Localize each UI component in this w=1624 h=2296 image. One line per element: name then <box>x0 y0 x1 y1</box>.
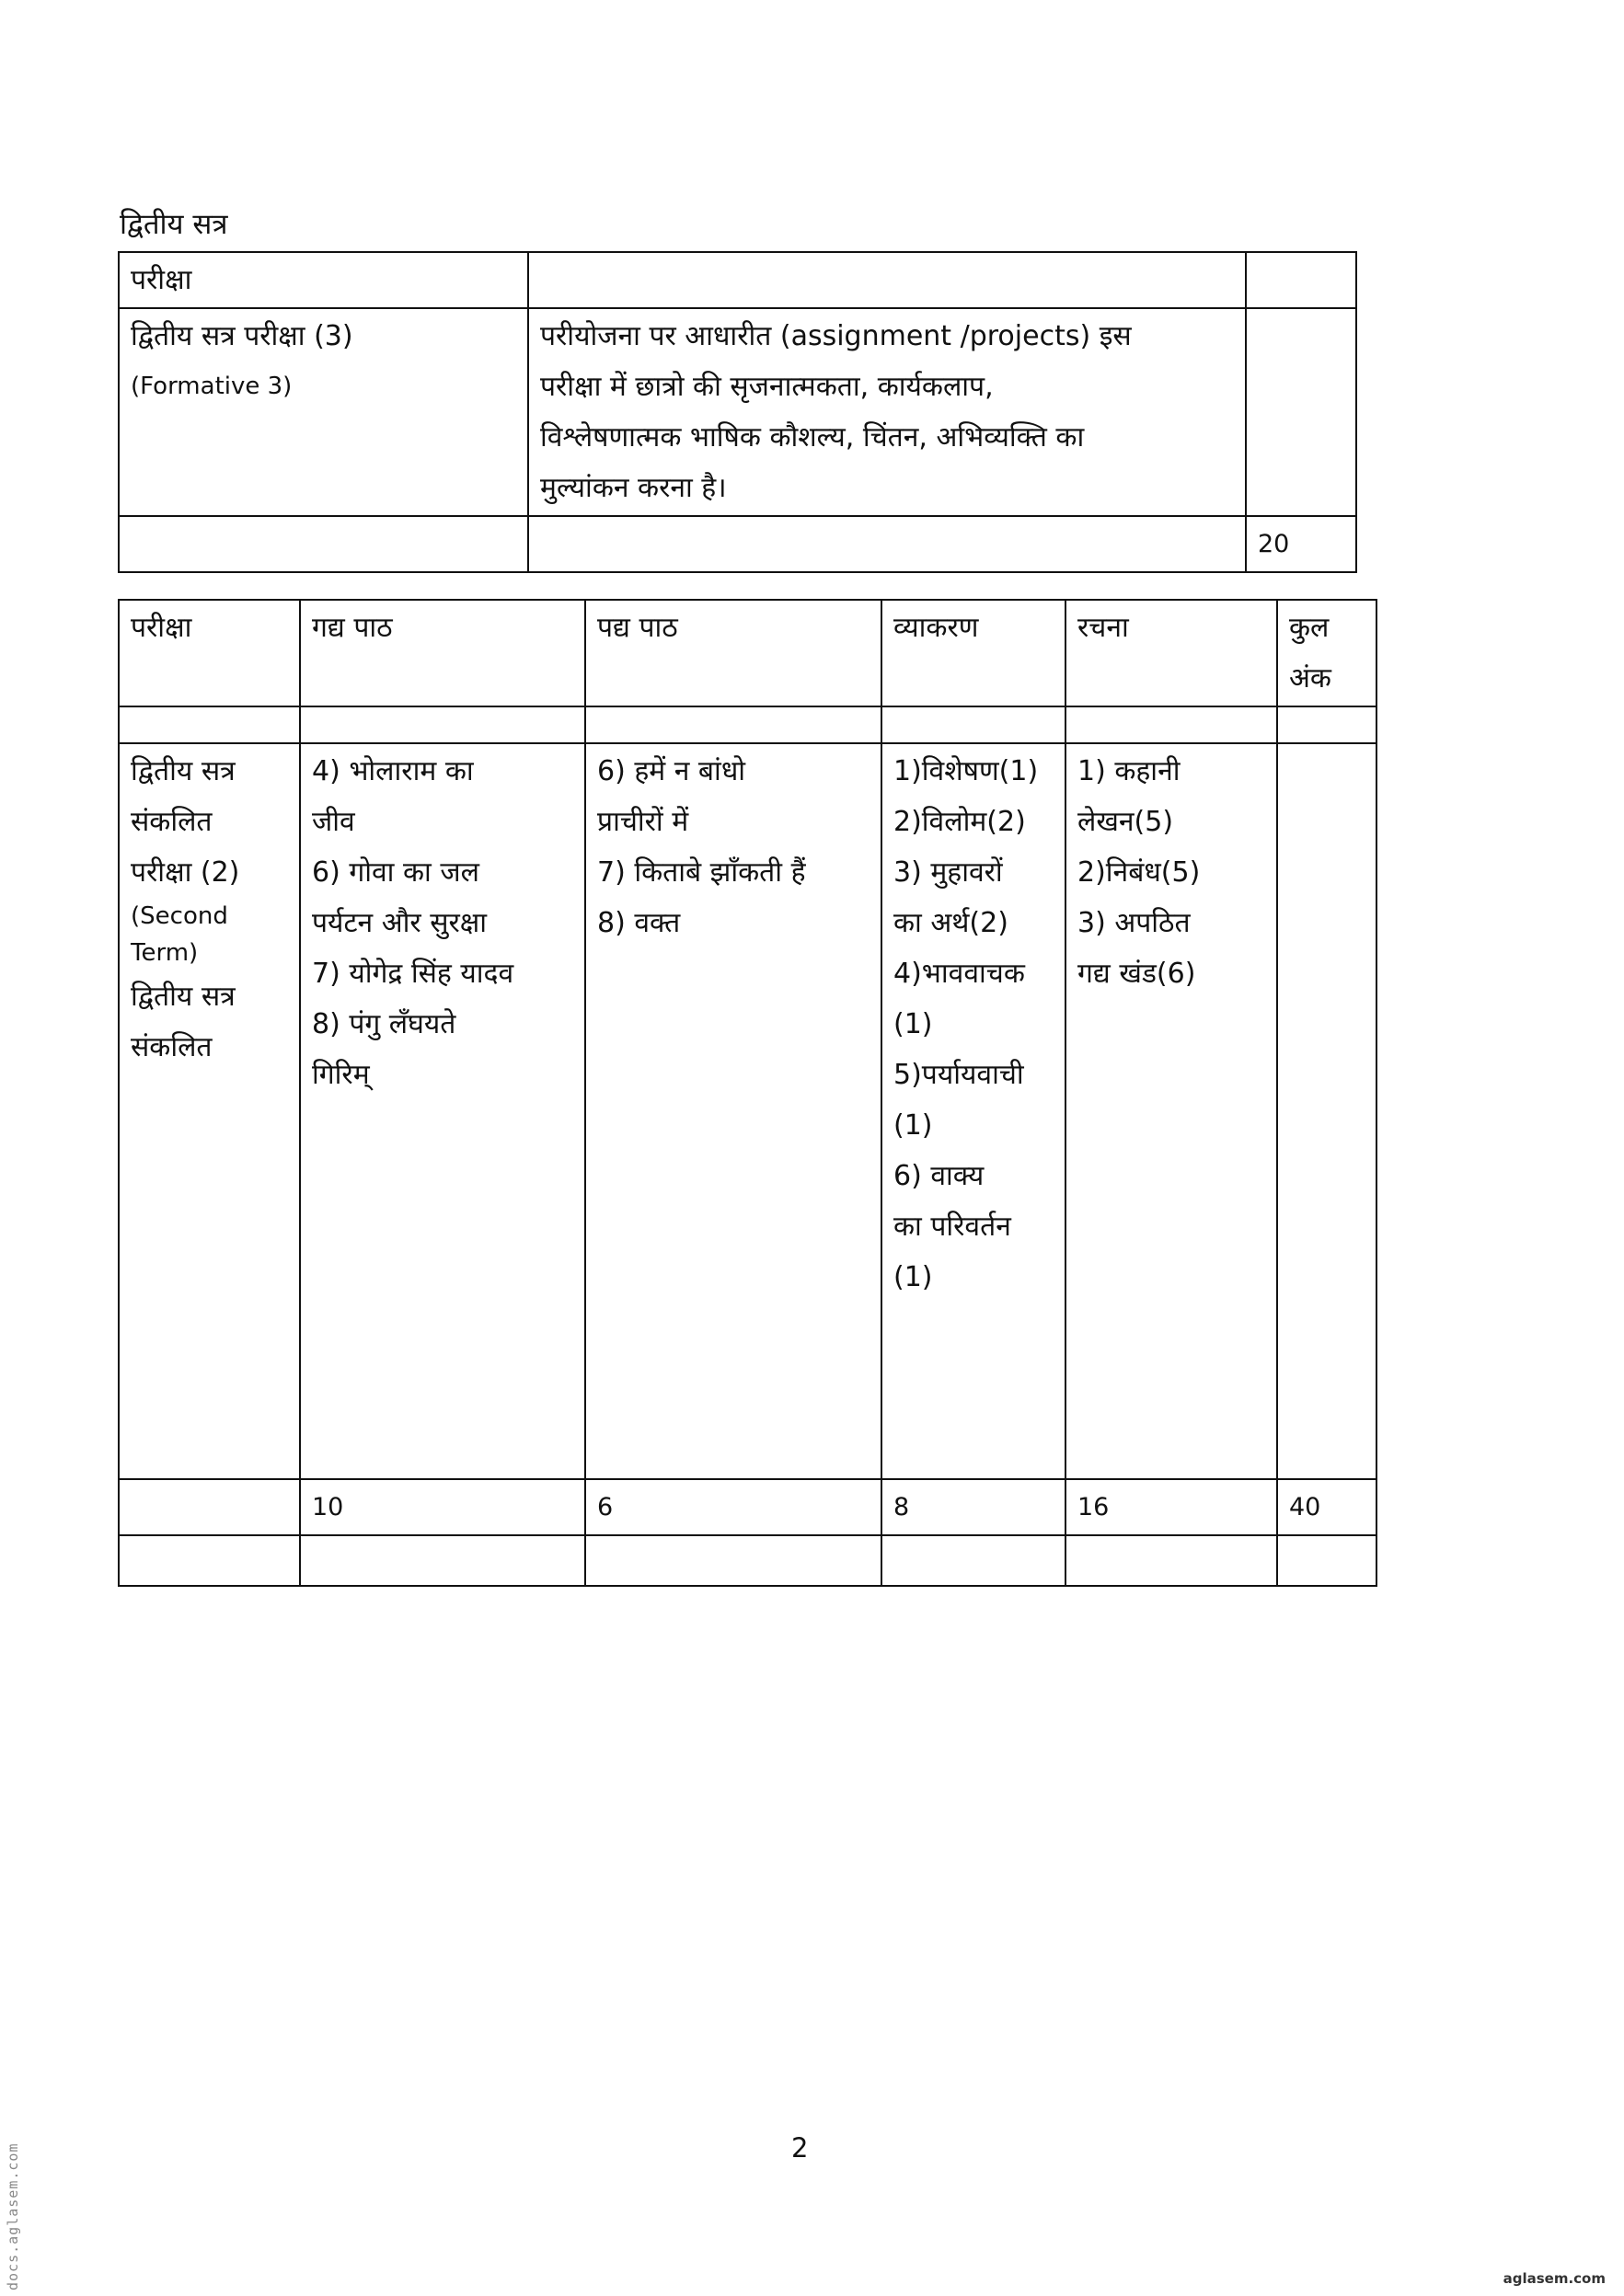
grammar-line: का परिवर्तन <box>893 1211 1011 1243</box>
description-cell <box>528 308 1246 516</box>
empty-cell <box>300 706 585 743</box>
empty-cell <box>119 516 528 572</box>
header-cell <box>1277 600 1376 706</box>
exam-name-cell <box>119 308 528 516</box>
grammar-line: 4)भाववाचक <box>893 958 1025 990</box>
empty-cell <box>119 706 300 743</box>
header-total-line: कुल <box>1289 612 1330 644</box>
formative-table <box>118 251 1357 573</box>
grammar-line: 6) वाक्य <box>893 1160 985 1192</box>
header-cell <box>1246 252 1356 308</box>
empty-cell <box>1065 706 1277 743</box>
exam-sub: (Formative 3) <box>131 373 293 400</box>
prose-line: 6) गोवा का जल <box>312 856 479 889</box>
exam-line: संकलित <box>131 1031 213 1063</box>
grammar-line: (1) <box>893 1008 933 1040</box>
prose-line: 4) भोलाराम का <box>312 755 474 787</box>
prose-line: जीव <box>312 806 355 838</box>
header-cell: परीक्षा <box>119 252 528 308</box>
composition-line: 1) कहानी <box>1077 755 1181 787</box>
grammar-cell <box>881 743 1065 1479</box>
prose-line: 7) योगेद्र सिंह यादव <box>312 958 514 990</box>
grammar-line: 5)पर्यायवाची <box>893 1059 1024 1091</box>
side-watermark: docs.aglasem.com <box>5 2142 21 2290</box>
composition-cell <box>1065 743 1277 1479</box>
total-cell: 10 <box>300 1479 585 1535</box>
poetry-line: 6) हमें न बांधो <box>597 755 746 787</box>
exam-line: Term) <box>131 939 199 967</box>
exam-name: द्वितीय सत्र परीक्षा (3) <box>131 320 353 352</box>
composition-line: लेखन(5) <box>1077 806 1174 838</box>
empty-cell <box>1277 706 1376 743</box>
header-cell: रचना <box>1065 600 1277 706</box>
table-row <box>119 743 1376 1479</box>
exam-line: (Second <box>131 902 228 930</box>
grammar-line: का अर्थ(2) <box>893 907 1008 939</box>
page-number: 2 <box>791 2132 809 2164</box>
description-line: परीयोजना पर आधारीत (assignment /projects) इस <box>540 320 1132 352</box>
poetry-line: प्राचीरों में <box>597 806 689 838</box>
brand-watermark: aglasem.com <box>1503 2270 1606 2287</box>
empty-cell <box>1277 1535 1376 1586</box>
poetry-cell <box>585 743 881 1479</box>
description-line: मुल्यांकन करना है। <box>540 472 727 504</box>
composition-line: 2)निबंध(5) <box>1077 856 1201 889</box>
table-row <box>119 516 1356 572</box>
grammar-line: 2)विलोम(2) <box>893 806 1026 838</box>
header-cell: पद्य पाठ <box>585 600 881 706</box>
empty-cell <box>881 1535 1065 1586</box>
prose-line: पर्यटन और सुरक्षा <box>312 907 488 939</box>
description-line: परीक्षा में छात्रो की सृजनात्मकता, कार्यकलाप, <box>540 371 994 403</box>
description-line: विश्लेषणात्मक भाषिक कौशल्य, चिंतन, अभिव्यक्ति का <box>540 421 1085 453</box>
table-row <box>119 308 1356 516</box>
table-row <box>119 1479 1376 1535</box>
header-total-line: अंक <box>1289 662 1331 695</box>
grammar-line: (1) <box>893 1261 933 1293</box>
exam-column-cell <box>119 743 300 1479</box>
empty-cell <box>528 516 1246 572</box>
empty-cell <box>881 706 1065 743</box>
empty-cell <box>1246 308 1356 516</box>
empty-cell <box>585 706 881 743</box>
poetry-line: 8) वक्त <box>597 907 681 939</box>
marks-table <box>118 599 1377 1587</box>
empty-cell <box>300 1535 585 1586</box>
exam-line: द्वितीय सत्र <box>131 755 236 787</box>
composition-line: गद्य खंड(6) <box>1077 958 1196 990</box>
empty-cell <box>1065 1535 1277 1586</box>
total-cell <box>119 1479 300 1535</box>
grammar-line: 1)विशेषण(1) <box>893 755 1039 787</box>
total-cell: 16 <box>1065 1479 1277 1535</box>
table-row <box>119 706 1376 743</box>
grammar-line: (1) <box>893 1109 933 1142</box>
exam-line: संकलित <box>131 806 213 838</box>
prose-line: 8) पंगु लँघयते <box>312 1008 456 1040</box>
empty-cell <box>1277 743 1376 1479</box>
table-row <box>119 252 1356 308</box>
poetry-line: 7) किताबे झाँकती हैं <box>597 856 806 889</box>
grammar-line: 3) मुहावरों <box>893 856 1003 889</box>
header-cell: परीक्षा <box>119 600 300 706</box>
empty-cell <box>585 1535 881 1586</box>
header-cell: व्याकरण <box>881 600 1065 706</box>
section-heading: द्वितीय सत्र <box>120 208 228 241</box>
header-cell: गद्य पाठ <box>300 600 585 706</box>
header-cell <box>528 252 1246 308</box>
prose-line: गिरिम् <box>312 1059 370 1091</box>
composition-line: 3) अपठित <box>1077 907 1191 939</box>
total-cell: 8 <box>881 1479 1065 1535</box>
table-row <box>119 1535 1376 1586</box>
total-cell: 20 <box>1246 516 1356 572</box>
empty-cell <box>119 1535 300 1586</box>
total-cell: 6 <box>585 1479 881 1535</box>
exam-line: परीक्षा (2) <box>131 856 240 889</box>
total-cell: 40 <box>1277 1479 1376 1535</box>
exam-line: द्वितीय सत्र <box>131 981 236 1013</box>
table-row <box>119 600 1376 706</box>
prose-cell <box>300 743 585 1479</box>
